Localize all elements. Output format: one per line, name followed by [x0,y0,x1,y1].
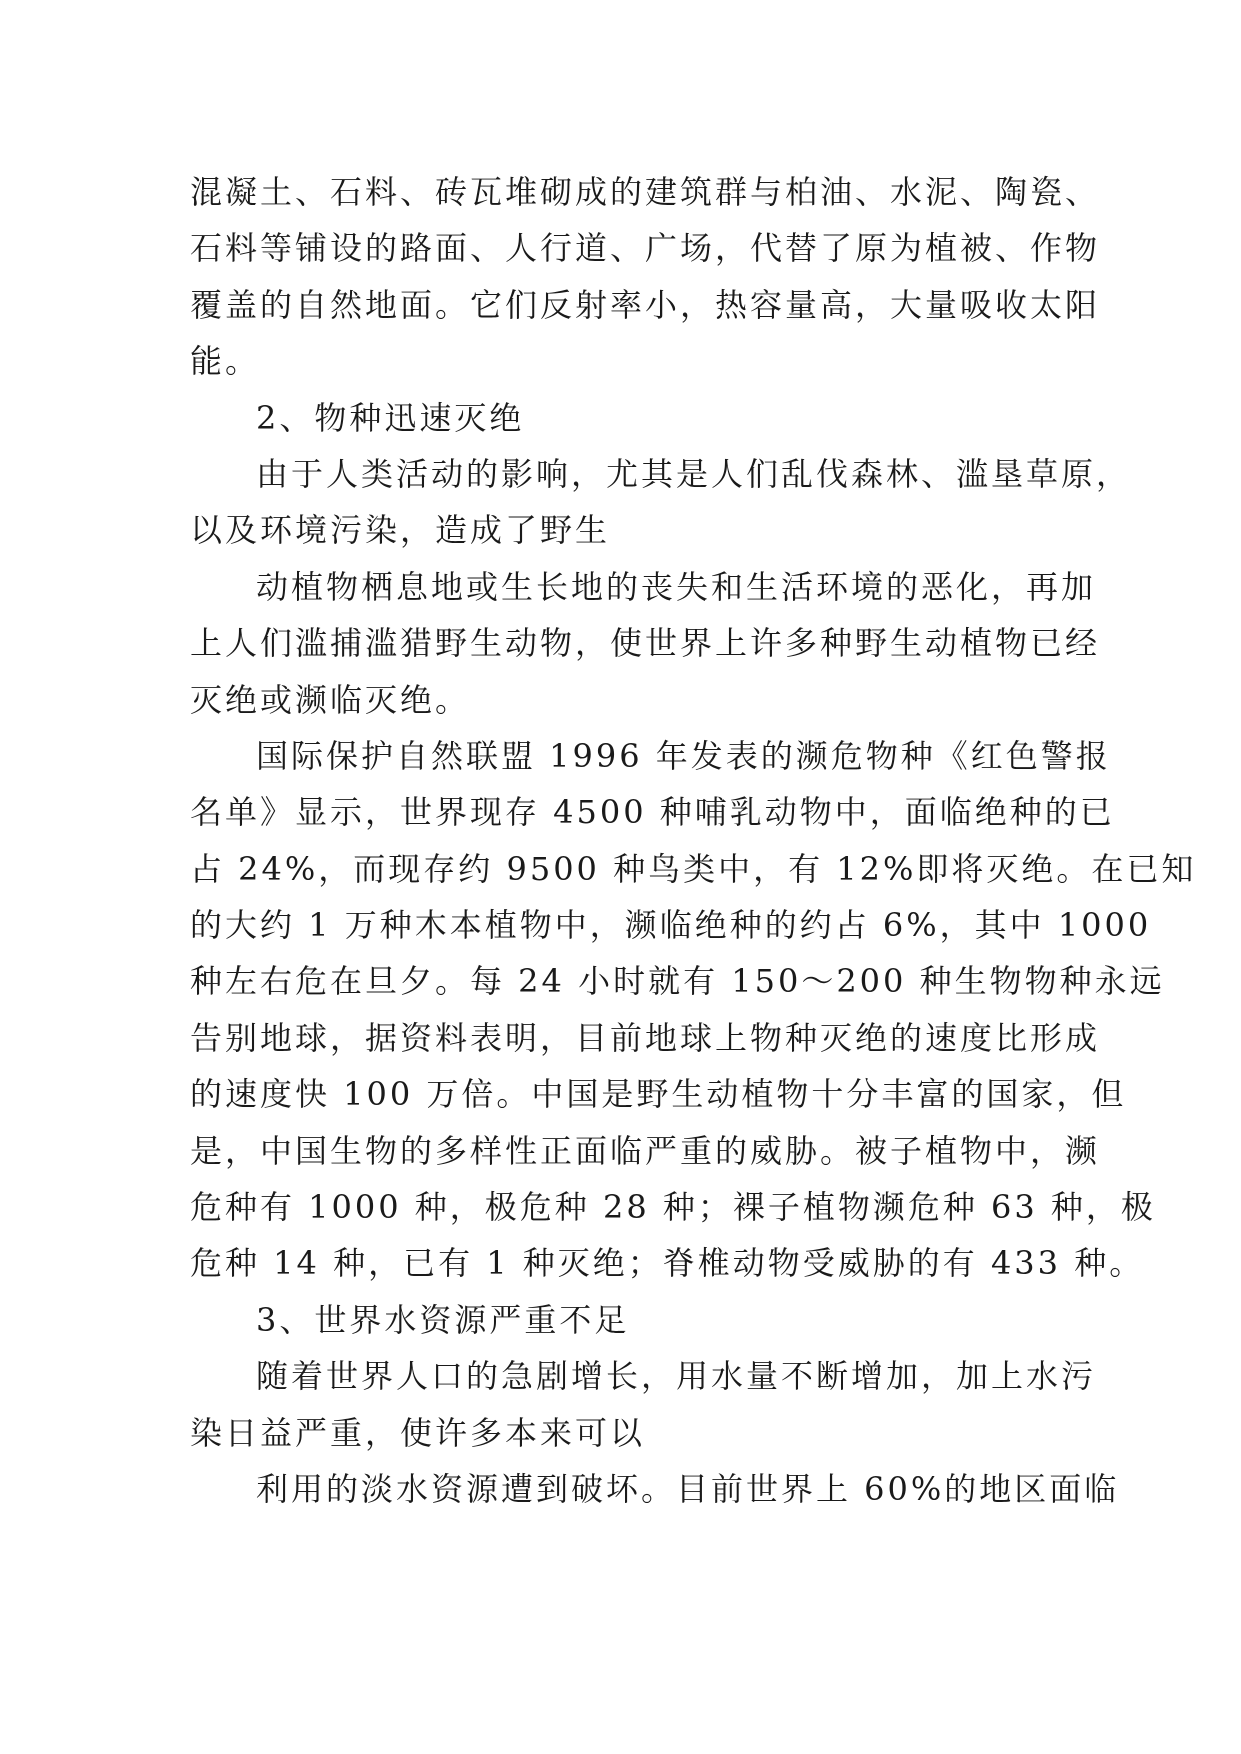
text-line: 的大约 1 万种木本植物中，濒临绝种的约占 6%，其中 1000 [190,906,1152,945]
text-line: 能。 [190,342,261,381]
text-line: 危种有 1000 种，极危种 28 种；裸子植物濒危种 63 种，极 [190,1188,1156,1227]
text-line: 国际保护自然联盟 1996 年发表的濒危物种《红色警报 [256,736,1111,775]
text-line: 占 24%，而现存约 9500 种鸟类中，有 12%即将灭绝。在已知 [190,849,1197,888]
text-line: 利用的淡水资源遭到破坏。目前世界上 60%的地区面临 [256,1469,1120,1508]
text-line: 是，中国生物的多样性正面临严重的威胁。被子植物中，濒 [190,1131,1101,1170]
text-line: 石料等铺设的路面、人行道、广场，代替了原为植被、作物 [190,229,1101,268]
text-line: 以及环境污染，造成了野生 [190,511,611,550]
text-line: 由于人类活动的影响，尤其是人们乱伐森林、滥垦草原， [256,454,1132,493]
text-line: 覆盖的自然地面。它们反射率小，热容量高，大量吸收太阳 [190,285,1101,324]
text-line: 上人们滥捕滥猎野生动物，使世界上许多种野生动植物已经 [190,624,1101,663]
text-line: 2、物种迅速灭绝 [256,398,525,437]
text-line: 灭绝或濒临灭绝。 [190,680,471,719]
text-line: 的速度快 100 万倍。中国是野生动植物十分丰富的国家，但 [190,1075,1127,1114]
text-line: 动植物栖息地或生长地的丧失和生活环境的恶化，再加 [256,567,1097,606]
text-line: 混凝土、石料、砖瓦堆砌成的建筑群与柏油、水泥、陶瓷、 [190,173,1101,211]
text-line: 种左右危在旦夕。每 24 小时就有 150～200 种生物物种永远 [190,962,1165,1001]
document-body [190,164,1197,1517]
text-line: 告别地球，据资料表明，目前地球上物种灭绝的速度比形成 [190,1018,1101,1057]
text-line: 名单》显示，世界现存 4500 种哺乳动物中，面临绝种的已 [190,793,1115,832]
text-line: 染日益严重，使许多本来可以 [190,1413,646,1452]
text-line: 危种 14 种，已有 1 种灭绝；脊椎动物受威胁的有 433 种。 [190,1244,1145,1283]
text-line: 3、世界水资源严重不足 [256,1300,630,1339]
text-line: 随着世界人口的急剧增长，用水量不断增加，加上水污 [256,1357,1097,1396]
